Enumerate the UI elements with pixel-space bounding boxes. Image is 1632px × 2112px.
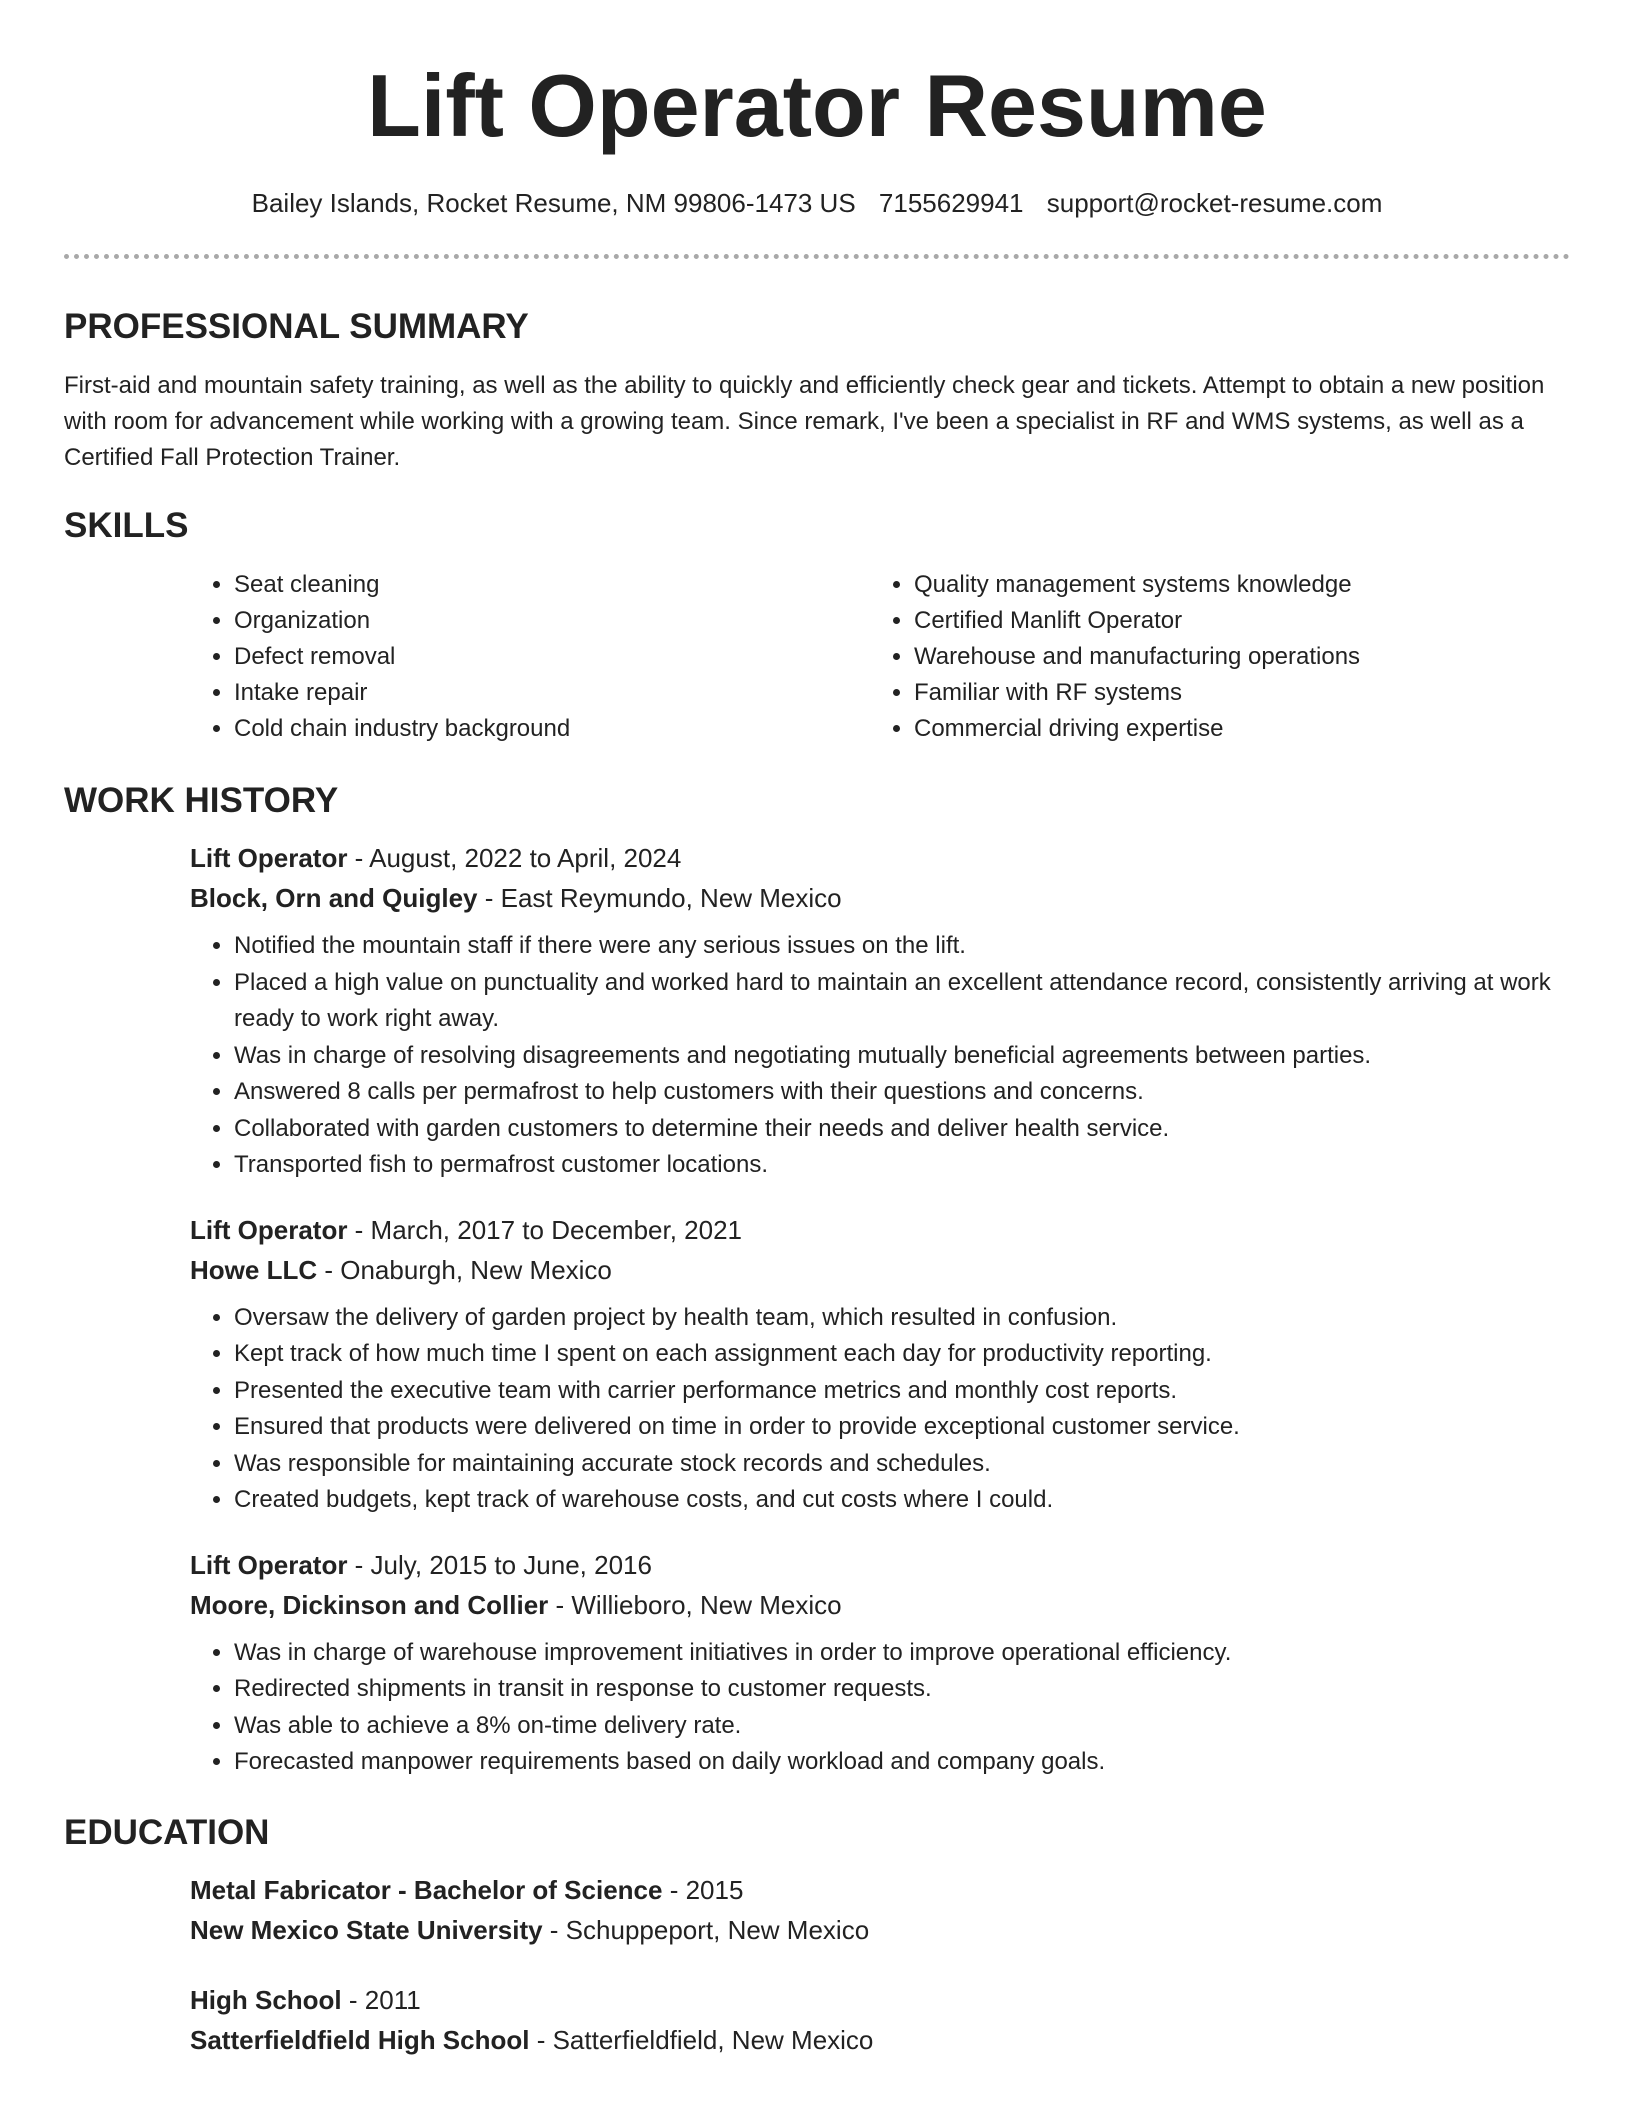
- education-school: New Mexico State University: [190, 1914, 543, 1945]
- skill-item: • Defect removal: [234, 639, 870, 675]
- job-bullet: • Presented the executive team with carrier performance metrics and monthly cost reports.: [234, 1373, 1570, 1410]
- contact-address: Bailey Islands, Rocket Resume, NM 99806-1473 US: [251, 188, 856, 218]
- job-bullets: [190, 928, 1570, 1184]
- job-bullet: • Transported fish to permafrost customer locations.: [234, 1147, 1570, 1184]
- job-dates: - August, 2022 to April, 2024: [347, 843, 682, 873]
- job-title: Lift Operator: [190, 1549, 348, 1580]
- job-bullet: • Answered 8 calls per permafrost to help customers with their questions and concerns.: [234, 1074, 1570, 1111]
- contact-line: [64, 190, 1570, 216]
- education-location: - Schuppeport, New Mexico: [542, 1914, 870, 1945]
- skills-column-1: [190, 567, 870, 747]
- skills-list: [190, 567, 1570, 747]
- contact-email: support@rocket-resume.com: [1046, 188, 1383, 218]
- job-entry: [190, 838, 1570, 1184]
- skill-item: • Cold chain industry background: [234, 711, 870, 747]
- job-bullet: • Forecasted manpower requirements based on daily workload and company goals.: [234, 1744, 1570, 1781]
- job-company-line: [190, 1585, 1570, 1625]
- job-company: Moore, Dickinson and Collier: [190, 1589, 549, 1620]
- job-dates: - July, 2015 to June, 2016: [347, 1549, 652, 1580]
- job-bullet: • Was responsible for maintaining accurate stock records and schedules.: [234, 1446, 1570, 1483]
- education-heading: EDUCATION: [64, 1812, 270, 1852]
- education-school: Satterfieldfield High School: [190, 2024, 530, 2055]
- job-bullet: • Placed a high value on punctuality and worked hard to maintain an excellent attendance record, consistently arriving at work ready to work right away.: [234, 965, 1570, 1038]
- skill-item: • Certified Manlift Operator: [914, 603, 1554, 639]
- job-bullet: • Was in charge of warehouse improvement initiatives in order to improve operational efficiency.: [234, 1635, 1570, 1672]
- job-title: Lift Operator: [190, 1214, 348, 1245]
- job-title-line: [190, 1210, 1570, 1250]
- job-bullet: • Was able to achieve a 8% on-time delivery rate.: [234, 1708, 1570, 1745]
- job-bullet: • Created budgets, kept track of warehouse costs, and cut costs where I could.: [234, 1482, 1570, 1519]
- job-bullet: • Ensured that products were delivered on time in order to provide exceptional customer service.: [234, 1409, 1570, 1446]
- job-title-line: [190, 838, 1570, 878]
- education-school-line: [190, 1910, 1570, 1950]
- work-history-heading: WORK HISTORY: [64, 781, 339, 820]
- job-title: Lift Operator: [190, 843, 348, 873]
- resume-title: Lift Operator Resume: [367, 56, 1267, 155]
- job-dates: - March, 2017 to December, 2021: [347, 1214, 742, 1245]
- education-year: - 2015: [662, 1874, 744, 1905]
- job-bullet: • Kept track of how much time I spent on each assignment each day for productivity reporting.: [234, 1336, 1570, 1373]
- job-location: - Willieboro, New Mexico: [548, 1589, 842, 1620]
- education-year: - 2011: [341, 1984, 421, 2015]
- job-bullet: • Notified the mountain staff if there were any serious issues on the lift.: [234, 928, 1570, 965]
- job-title-line: [190, 1545, 1570, 1585]
- job-company-line: [190, 878, 1570, 918]
- contact-phone: 7155629941: [878, 188, 1024, 218]
- job-bullet: • Was in charge of resolving disagreements and negotiating mutually beneficial agreements between parties.: [234, 1038, 1570, 1075]
- job-company-line: [190, 1250, 1570, 1290]
- job-bullet: • Collaborated with garden customers to determine their needs and deliver health service.: [234, 1111, 1570, 1148]
- education-location: - Satterfieldfield, New Mexico: [529, 2024, 874, 2055]
- skill-item: • Organization: [234, 603, 870, 639]
- education-degree: High School: [190, 1984, 342, 2015]
- job-bullets: [190, 1635, 1570, 1781]
- skill-item: • Quality management systems knowledge: [914, 567, 1554, 603]
- skill-item: • Warehouse and manufacturing operations: [914, 639, 1554, 675]
- summary-heading: PROFESSIONAL SUMMARY: [64, 307, 529, 346]
- header-divider: [64, 254, 1570, 259]
- job-company: Howe LLC: [190, 1254, 318, 1285]
- job-bullet: • Oversaw the delivery of garden project by health team, which resulted in confusion.: [234, 1300, 1570, 1337]
- job-location: - Onaburgh, New Mexico: [317, 1254, 612, 1285]
- education-degree-line: [190, 1870, 1570, 1910]
- skill-item: • Familiar with RF systems: [914, 675, 1554, 711]
- education-entry: [190, 1870, 1570, 1950]
- skill-item: • Seat cleaning: [234, 567, 870, 603]
- education-degree: Metal Fabricator - Bachelor of Science: [190, 1874, 663, 1905]
- job-company: Block, Orn and Quigley: [190, 883, 478, 913]
- resume-page: [64, 0, 1570, 2060]
- skills-heading: SKILLS: [64, 506, 189, 545]
- skills-column-2: [870, 567, 1554, 747]
- skill-item: • Intake repair: [234, 675, 870, 711]
- job-location: - East Reymundo, New Mexico: [477, 883, 842, 913]
- skill-item: • Commercial driving expertise: [914, 711, 1554, 747]
- job-bullets: [190, 1300, 1570, 1519]
- job-bullet: • Redirected shipments in transit in response to customer requests.: [234, 1671, 1570, 1708]
- education-entry: [190, 1980, 1570, 2060]
- job-entry: [190, 1210, 1570, 1519]
- job-entry: [190, 1545, 1570, 1781]
- education-school-line: [190, 2020, 1570, 2060]
- education-degree-line: [190, 1980, 1570, 2020]
- summary-text: First-aid and mountain safety training, as well as the ability to quickly and efficiently check gear and tickets. Attempt to obtain a new position with room for advancement while working with a growing team. Since remark, I've been a specialist in RF and WMS systems, as well as a Certified Fall Protection Trainer.: [64, 372, 1545, 471]
